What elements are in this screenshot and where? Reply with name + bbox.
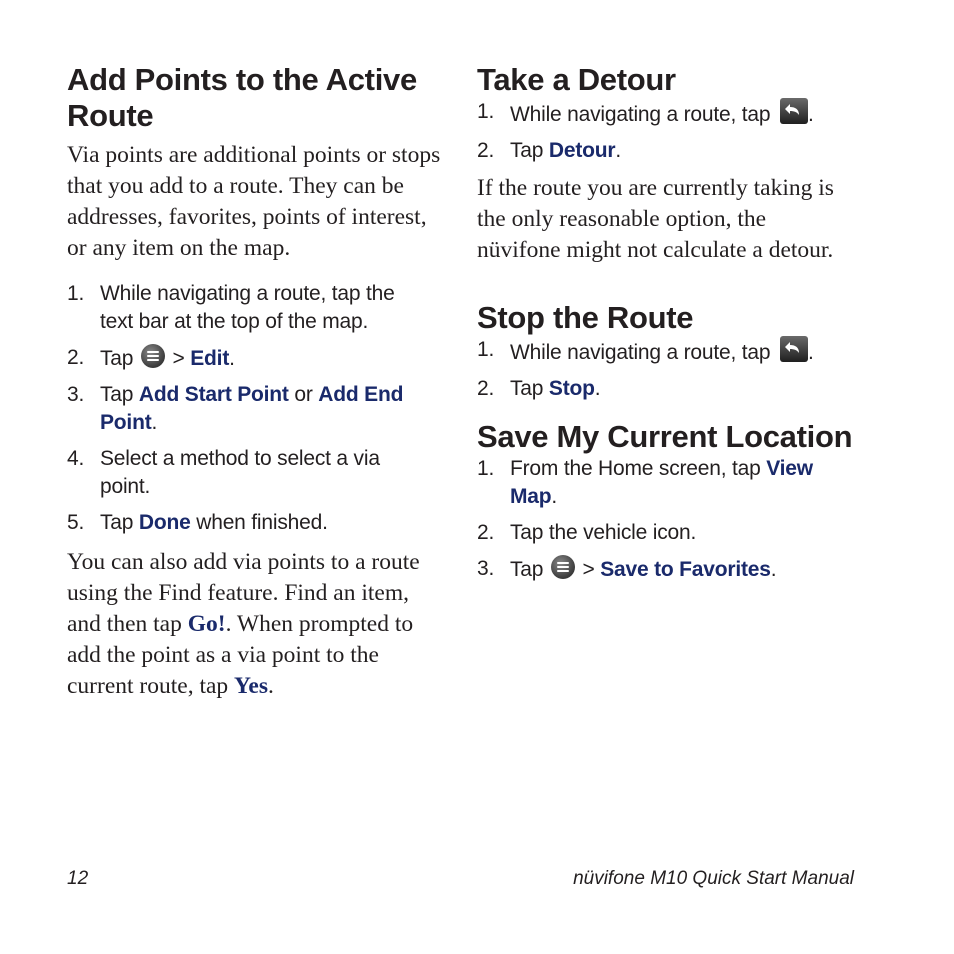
list-item: 5. Tap Done when finished. xyxy=(67,511,328,534)
list-item: 4. Select a method to select a via point. xyxy=(67,447,380,498)
list-item: 3. Tap Add Start Point or Add End Point. xyxy=(67,383,404,434)
outro-paragraph: You can also add via points to a route using the Find feature. Find an item, and then tap Go!. When prompted to add the point as a via point to the current route, tap Yes. xyxy=(67,549,420,699)
list-item: 1. While navigating a route, tap . xyxy=(477,338,814,364)
stop-steps xyxy=(477,336,877,403)
back-arrow-icon xyxy=(780,98,808,124)
list-item: 1. While navigating a route, tap . xyxy=(477,100,814,126)
list-item: 2. Tap Detour. xyxy=(477,139,622,162)
page-number: 12 xyxy=(67,868,89,889)
menu-icon xyxy=(141,344,165,368)
list-item: 2. Tap Stop. xyxy=(477,377,601,400)
list-item: 1. While navigating a route, tap the text bar at the top of the map. xyxy=(67,282,395,333)
save-steps xyxy=(477,455,837,584)
heading-save-location: Save My Current Location xyxy=(477,419,853,454)
left-column xyxy=(67,62,452,702)
heading-detour: Take a Detour xyxy=(477,62,676,97)
back-arrow-icon xyxy=(780,336,808,362)
heading-add-points: Add Points to the Active Route xyxy=(67,62,417,133)
detour-steps xyxy=(477,98,877,165)
heading-stop-route: Stop the Route xyxy=(477,300,694,335)
list-item: 2. Tap the vehicle icon. xyxy=(477,521,697,544)
add-points-steps xyxy=(67,280,427,537)
detour-note: If the route you are currently taking is the only reasonable option, the nüvifone might not calculate a detour. xyxy=(477,175,834,263)
list-item: 1. From the Home screen, tap View Map. xyxy=(477,457,813,508)
menu-icon xyxy=(551,555,575,579)
right-column xyxy=(477,62,877,592)
intro-paragraph: Via points are additional points or stops that you add to a route. They can be addresses, favorites, points of interest, or any item on the map. xyxy=(67,142,441,261)
manual-title: nüvifone M10 Quick Start Manual xyxy=(573,868,854,889)
list-item: 2. Tap > Edit. xyxy=(67,346,235,370)
list-item: 3. Tap > Save to Favorites. xyxy=(477,557,777,581)
